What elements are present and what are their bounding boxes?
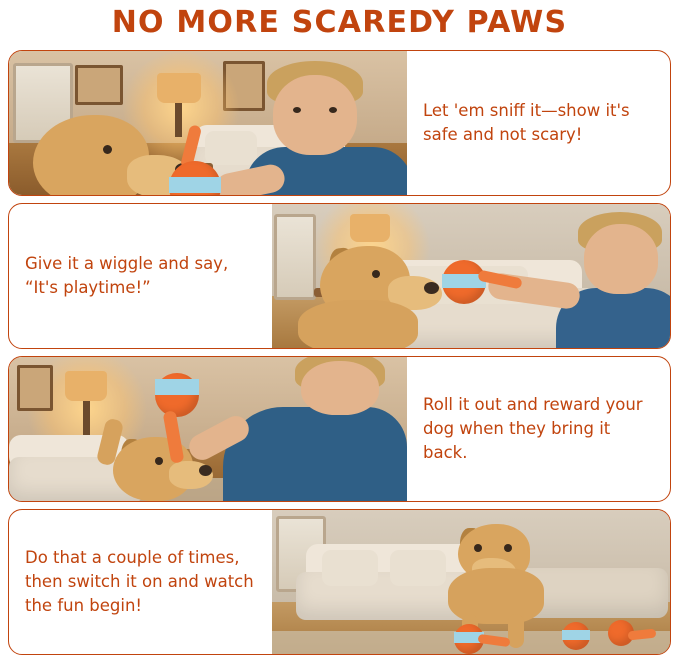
- steps-list: [8, 50, 671, 655]
- step-4-photo: [272, 510, 670, 654]
- step-1-caption: Let 'em sniff it—show it's safe and not scary!: [423, 101, 630, 144]
- step-3-caption: Roll it out and reward your dog when they bring it back.: [423, 395, 643, 462]
- step-4-caption: Do that a couple of times, then switch it on and watch the fun begin!: [25, 548, 254, 615]
- step-3-photo: [9, 357, 407, 501]
- page-title: NO MORE SCAREDY PAWS: [111, 5, 568, 40]
- step-3-caption-container: [407, 357, 670, 501]
- step-2-caption-container: [9, 204, 272, 348]
- step-2-photo: [272, 204, 670, 348]
- step-1-photo: [9, 51, 407, 195]
- step-1-caption-container: [407, 51, 670, 195]
- step-row-3: [8, 356, 671, 502]
- step-row-1: [8, 50, 671, 196]
- step-2-caption: Give it a wiggle and say, “It's playtime!”: [25, 254, 229, 297]
- step-row-2: [8, 203, 671, 349]
- step-row-4: [8, 509, 671, 655]
- step-4-caption-container: [9, 510, 272, 654]
